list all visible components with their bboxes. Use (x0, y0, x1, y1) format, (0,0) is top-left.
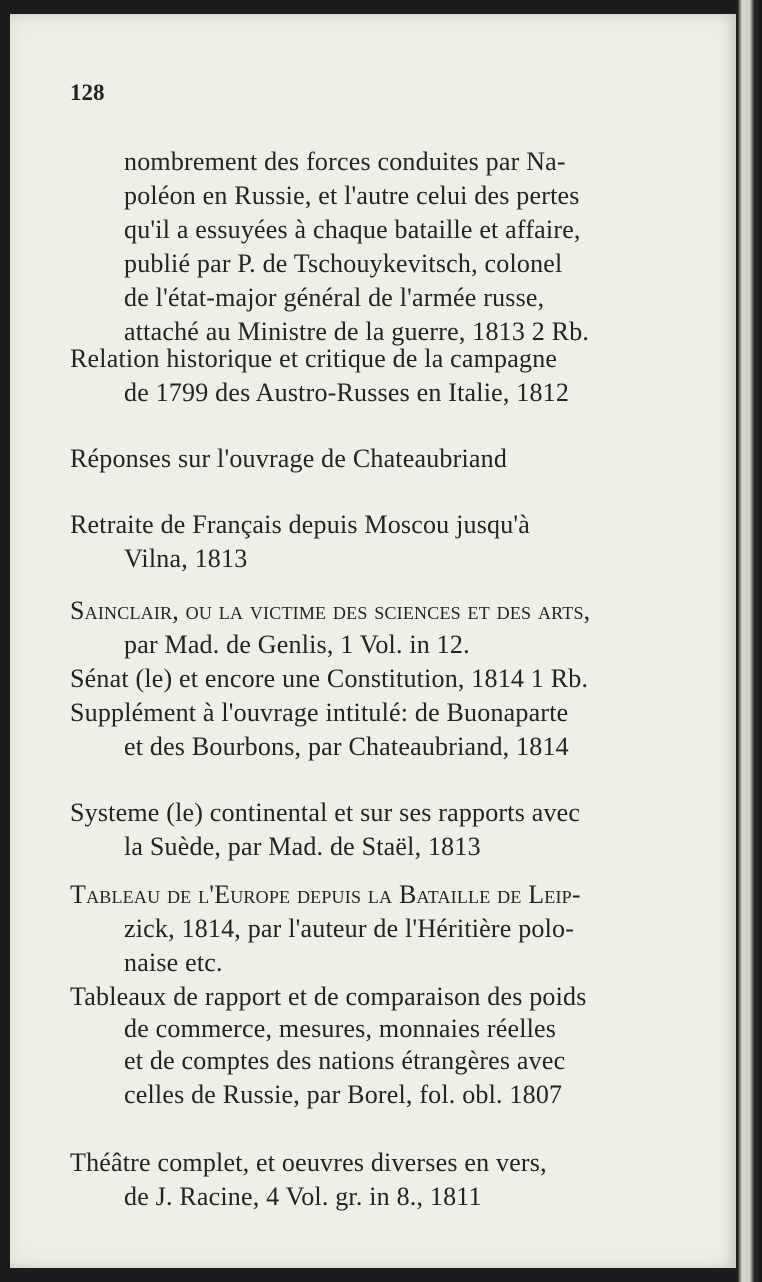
page-number: 128 (70, 80, 105, 105)
entry-line: Tableaux de rapport et de comparaison des poids (70, 982, 587, 1011)
entry-line: de commerce, mesures, monnaies réelles (124, 1014, 557, 1043)
entry-line: Vilna, 1813 (124, 544, 248, 573)
entry-line: nombrement des forces conduites par Na- (124, 147, 566, 176)
entry-line: publié par P. de Tschouykevitsch, colonel (124, 249, 563, 278)
entry-line: Supplément à l'ouvrage intitulé: de Buonaparte (70, 698, 569, 727)
entry-line: Retraite de Français depuis Moscou jusqu'à (70, 510, 531, 539)
entry-line: de J. Racine, 4 Vol. gr. in 8., 1811 (124, 1182, 482, 1211)
entry-line: Sainclair, ou la victime des sciences et des arts, (70, 596, 591, 625)
entry-line: celles de Russie, par Borel, fol. obl. 1807 (124, 1080, 563, 1109)
entry-line: poléon en Russie, et l'autre celui des pertes (124, 181, 580, 210)
entry-line: attaché au Ministre de la guerre, 1813 2 Rb. (124, 317, 590, 346)
entry-line: par Mad. de Genlis, 1 Vol. in 12. (124, 630, 470, 659)
entry-line: la Suède, par Mad. de Staël, 1813 (124, 832, 481, 861)
entry-line: de l'état-major général de l'armée russe, (124, 283, 545, 312)
entry-line: Sénat (le) et encore une Constitution, 1814 1 Rb. (70, 664, 589, 693)
entry-line: zick, 1814, par l'auteur de l'Héritière polo- (124, 914, 575, 943)
entry-line: Réponses sur l'ouvrage de Chateaubriand (70, 444, 508, 473)
entry-line: Systeme (le) continental et sur ses rapports avec (70, 798, 581, 827)
entry-line: Relation historique et critique de la campagne (70, 344, 558, 373)
entry-line: de 1799 des Austro-Russes en Italie, 1812 (124, 378, 570, 407)
entry-line: et de comptes des nations étrangères avec (124, 1046, 566, 1075)
page-edge (738, 0, 762, 1282)
entry-line: qu'il a essuyées à chaque bataille et affaire, (124, 215, 581, 244)
entry-line: naise etc. (124, 948, 223, 977)
entry-line: Tableau de l'Europe depuis la Bataille de Leip- (70, 880, 581, 909)
entry-line: et des Bourbons, par Chateaubriand, 1814 (124, 732, 569, 761)
entry-line: Théâtre complet, et oeuvres diverses en vers, (70, 1148, 547, 1177)
